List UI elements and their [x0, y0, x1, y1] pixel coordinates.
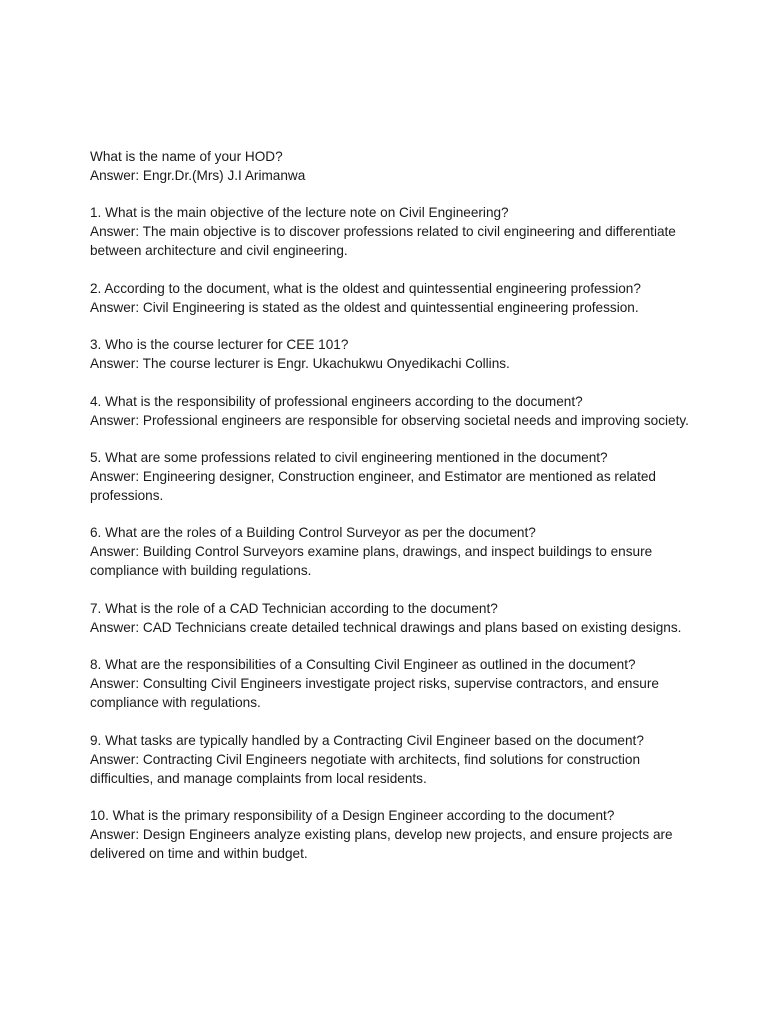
- answer-text: Answer: Engineering designer, Construction engineer, and Estimator are mentioned as related professions.: [90, 468, 656, 503]
- question-text: 5. What are some professions related to civil engineering mentioned in the document?: [90, 449, 608, 465]
- question-text: 6. What are the roles of a Building Control Surveyor as per the document?: [90, 525, 536, 541]
- qa-item-9: [90, 731, 690, 788]
- question-text: 10. What is the primary responsibility of a Design Engineer according to the document?: [90, 807, 615, 823]
- qa-item-7: [90, 599, 690, 637]
- answer-text: Answer: Consulting Civil Engineers investigate project risks, supervise contractors, and ensure compliance with regulations.: [90, 676, 659, 711]
- question-text: 1. What is the main objective of the lecture note on Civil Engineering?: [90, 205, 509, 221]
- qa-item-10: [90, 806, 690, 863]
- qa-item-8: [90, 655, 690, 712]
- question-text: 3. Who is the course lecturer for CEE 101?: [90, 337, 349, 353]
- question-text: 8. What are the responsibilities of a Consulting Civil Engineer as outlined in the document?: [90, 657, 636, 673]
- question-text: 7. What is the role of a CAD Technician according to the document?: [90, 600, 498, 616]
- qa-item-6: [90, 523, 690, 580]
- qa-item-3: [90, 335, 690, 373]
- question-text: 9. What tasks are typically handled by a Contracting Civil Engineer based on the document?: [90, 732, 644, 748]
- qa-intro: [90, 147, 690, 185]
- answer-text: Answer: Contracting Civil Engineers negotiate with architects, find solutions for construction difficulties, and manage complaints from local residents.: [90, 751, 641, 786]
- answer-text: Answer: Design Engineers analyze existing plans, develop new projects, and ensure projects are delivered on time and within budget.: [90, 826, 673, 861]
- question-text: 2. According to the document, what is the oldest and quintessential engineering profession?: [90, 280, 641, 296]
- qa-item-4: [90, 392, 690, 430]
- answer-text: Answer: Professional engineers are responsible for observing societal needs and improving society.: [90, 412, 689, 428]
- answer-text: Answer: The main objective is to discover professions related to civil engineering and differentiate between architecture and civil engineering.: [90, 224, 676, 259]
- answer-text: Answer: Building Control Surveyors examine plans, drawings, and inspect buildings to ensure compliance with building regulations.: [90, 544, 653, 579]
- answer-text: Answer: CAD Technicians create detailed technical drawings and plans based on existing designs.: [90, 619, 682, 635]
- answer-text: Answer: The course lecturer is Engr. Ukachukwu Onyedikachi Collins.: [90, 356, 510, 372]
- qa-item-1: [90, 203, 690, 260]
- qa-item-2: [90, 279, 690, 317]
- question-text: 4. What is the responsibility of professional engineers according to the document?: [90, 393, 583, 409]
- answer-text: Answer: Civil Engineering is stated as the oldest and quintessential engineering profession.: [90, 299, 639, 315]
- document-body: [90, 147, 690, 881]
- qa-item-5: [90, 448, 690, 505]
- question-text: What is the name of your HOD?: [90, 149, 283, 164]
- answer-text: Answer: Engr.Dr.(Mrs) J.I Arimanwa: [90, 168, 306, 183]
